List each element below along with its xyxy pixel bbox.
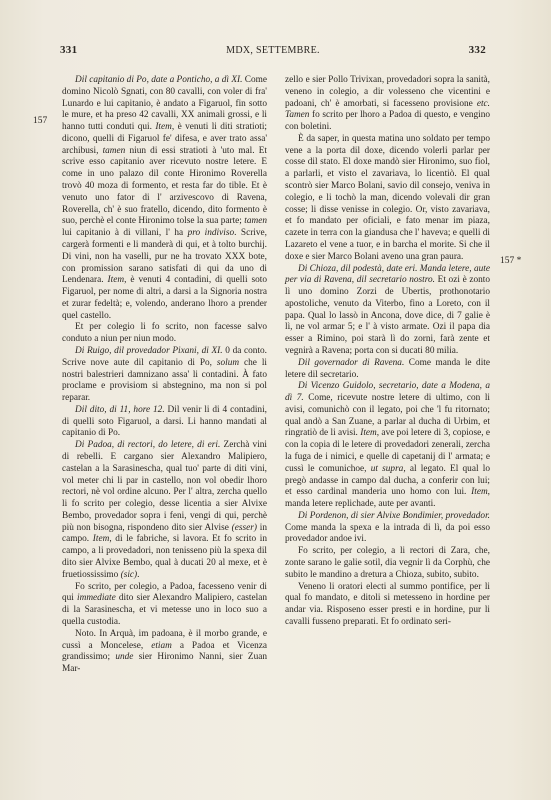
page-header	[60, 44, 486, 60]
paragraph: Veneno li oratori electi al summo pontifice, per li qual fo mandato, e ditoli si metesseno in hordine per andar via. Risposeno esser presti e in hordine, pur li cavalli fusseno preparati. Et fo ordinato seri-	[285, 581, 490, 627]
italic-text: etiam	[151, 640, 172, 651]
paragraph: Fo scrito, per colegio, a li rectori di Zara, che, zonte sarano le galie sotil, dia vegnir lì da Corphù, che subito le mandino a dretura a Chioza, subito, subito.	[285, 546, 490, 580]
italic-text: etc. Tamen	[285, 98, 490, 121]
italic-text: solum	[216, 357, 240, 368]
italic-text: Item	[471, 487, 488, 498]
text-column-left	[62, 75, 267, 676]
italic-text: unde	[115, 652, 134, 663]
italic-text: immediate	[77, 593, 116, 604]
paragraph: Dil capitanio di Po, date a Ponticho, a dì XI. Come domino Nicolò Sgnati, con 80 cavalli, con voler di fra' Lunardo e lui capitanio, è andato a Figaruol, fin sotto le mure, et ha preso 42 cavalli, XX animali grossi, e li hanno tutti conduti qui. Item, è venuti li diti stratioti; dicono, quelli di Figaruol fe' difesa, e aver trato assa' archibusi, tamen niun di essi stratioti à 'uto mal. Et scrive esso capitanio aver ricevuto nostre letere. E come in uno palazo dil conte Hironimo Roverella trovò 40 moza di formento, et resta far do tible. Et è venuto uno fator di l' arzivescovo di Ravena, Roverella, ch' è suo fratello, dicendo, dito formento è suo, perchè el conte Hironimo tolse la sua parte; tamen lui capitanio à di villani, l' ha pro indiviso. Scrive, cargerà formenti e li manderà di qui, et à tolto burchij. Di vini, non ha vaselli, pur ne ha trovato XXX bote, con promission sarano satisfati di qui da uno di Lendenara. Item, è venuti 4 contadini, di quelli soto Figaruol, per nome di altri, a darsi a la Signoria nostra et zurar fedeltà; e, volendo, anderano lhoro a prender quel castello.	[62, 75, 268, 321]
italic-text: Dil capitanio di Po, date a Ponticho, a dì XI.	[75, 75, 243, 85]
margin-note-right: 157 *	[500, 256, 522, 266]
page-number-right: 332	[468, 44, 486, 56]
italic-text: Item	[360, 428, 377, 439]
paragraph: Di Vicenzo Guidolo, secretario, date a Modena, a dì 7. Come, ricevute nostre letere di ultimo, con li avisi, comunichò con il legato, poi che 'l fu ritornato; qual andò a San Zuane, a parlar al ducha di Urbim, et ringratiò de li avisi. Item, ave poi letere di 3, copiose, e con la copia di le letere di provedadori zenerali, zercha la fuga de i nimici, e quelle di capetanij di l' armata; e cussì le comunichoe, ut supra, al legato. El qual lo pregò andasse in campo dal ducha, a conferir con lui; et esso cardinal manderia uno homo con lui. Item, manda letere replichade, aute per avanti.	[285, 381, 490, 510]
paragraph: Dil governador di Ravena. Come manda le dite letere dil secretario.	[285, 357, 491, 380]
paragraph: Noto. In Arquà, im padoana, è il morbo grande, e cussì a Moncelese, etiam a Padoa et Vicenza grandissimo; unde sier Hironimo Nanni, sier Zuan Mar-	[62, 628, 267, 675]
paragraph: È da saper, in questa matina uno soldato per tempo vene a la porta dil doxe, dicendo volerli parlar per cosse dil stato. El doxe mandò sier Hironimo, suo fiol, a parlarli, et visto el zavariava, lo licentiò. El qual scontrò sier Marco Bolani, savio dil consejo, veniva in colegio, e li tochò la man, dicendo volevali dir gran cosse; li disse venisse in colegio. Or, visto zavariava, et fo mandato per oficiali, e fato menar im piaza, cazete in terra con la giandusa che l' haveva; e quelli di Lazareto el vene a tuor, e in barcha el morite. Si che il doxe e sier Marco Bolani aveno una gran paura.	[285, 133, 490, 262]
italic-text: ut supra	[370, 463, 404, 474]
italic-text: Dil governador di Ravena.	[298, 357, 405, 368]
italic-text: Di Chioza, dil podestà, date eri. Manda letere, aute per via di Ravena, dil secretario nostro.	[285, 263, 490, 286]
italic-text: (sic)	[120, 569, 138, 580]
paragraph: Et per colegio li fo scrito, non facesse salvo conduto a niun per niun modo.	[62, 322, 267, 345]
italic-text: Item	[155, 122, 172, 133]
paragraph: Di Padoa, di rectori, do letere, di eri. Zerchà vini di rebelli. E cargano sier Alexandro Malipiero, castelan a la Sarasinescha, qual tuo' parte di diti vini, vol meter chi li par in castello, non vol obedir lhoro rectori, nè vol ordine alcuno. Per l' altra, zercha quello li fo scrito per colegio, desse licentia a sier Alvixe Bembo, provedador sopra i feni, vengi di qui, perchè più non bisogna, rispondeno dito sier Alvise (esser) in campo. Item, di le fabriche, si lavora. Et fo scrito in campo, a li provedadori, non tenisseno più la spexa dil dito sier Alvixe Bembo, qual à ducati 20 al mexe, et è fruetiossissimo (sic).	[62, 440, 268, 580]
paragraph: Di Ruigo, dil provedador Pixani, di XI. 0 da conto. Scrive nove aute dil capitanio di Po, solum che li nostri balestrieri damnizano assa' li contadini. À fato proclame e provisiom si abstegnino, ma non si pol reparar.	[62, 345, 268, 404]
italic-text: (esser)	[231, 522, 257, 533]
italic-text: Di Padoa, di rectori, do letere, di eri.	[75, 440, 221, 451]
paragraph: Fo scrito, per colegio, a Padoa, facesseno venir di qui immediate dito sier Alexandro Malipiero, castelan di la Sarasinescha, et vi metesse uno in loco suo a quella custodia.	[62, 581, 267, 627]
italic-text: tamen	[102, 145, 126, 156]
text-column-right	[285, 75, 490, 629]
page-number-left: 331	[60, 44, 78, 56]
paragraph: Dil dito, di 11, hore 12. Dil venir li di 4 contadini, di quelli soto Figaruol, a darsi. Li hanno mandati al capitanio di Po.	[62, 404, 267, 439]
paragraph: Di Chioza, dil podestà, date eri. Manda letere, aute per via di Ravena, dil secretario nostro. Et ozi è zonto lì uno domino Zorzi de Ubertis, prothonotario apostoliche, venuto da Viterbo, fino a Loreto, con il papa. Qual lo lassò in Ancona, dove dice, di 7 galie è lì, ne vol armar 5; e l' à visto armate. Ozi il papa dia esser a Rimino, poi starà lì do zorni, farà zente et vegnirà a Ravena; porta con si ducati 80 milia.	[285, 263, 490, 356]
italic-text: Item	[92, 534, 110, 545]
italic-text: Item	[107, 275, 125, 286]
running-title: MDX, SETTEMBRE.	[226, 45, 320, 56]
italic-text: tamen	[244, 216, 267, 227]
italic-text: pro indiviso	[187, 228, 235, 239]
italic-text: Di Vicenzo Guidolo, secretario, date a Modena, a dì 7.	[285, 381, 490, 404]
paragraph: Di Pordenon, di sier Alvixe Bondimier, provedador. Come manda la spexa e la intrada di lì, da poi esso provedador andoe ivi.	[285, 510, 490, 545]
italic-text: Di Pordenon, di sier Alvixe Bondimier, provedador.	[298, 510, 490, 521]
italic-text: Di Ruigo, dil provedador Pixani, di XI.	[75, 345, 223, 356]
italic-text: Dil dito, di 11, hore 12.	[75, 404, 165, 415]
paragraph: zello e sier Pollo Trivixan, provedadori sopra la sanità, veneno in colegio, a dir volesseno che vicentini e padoani, ch' è amorbati, si facesseno provisione etc. Tamen fo scrito per lhoro a Padoa di questo, e vengino con boletini.	[285, 75, 490, 133]
margin-note-left: 157	[33, 116, 48, 126]
